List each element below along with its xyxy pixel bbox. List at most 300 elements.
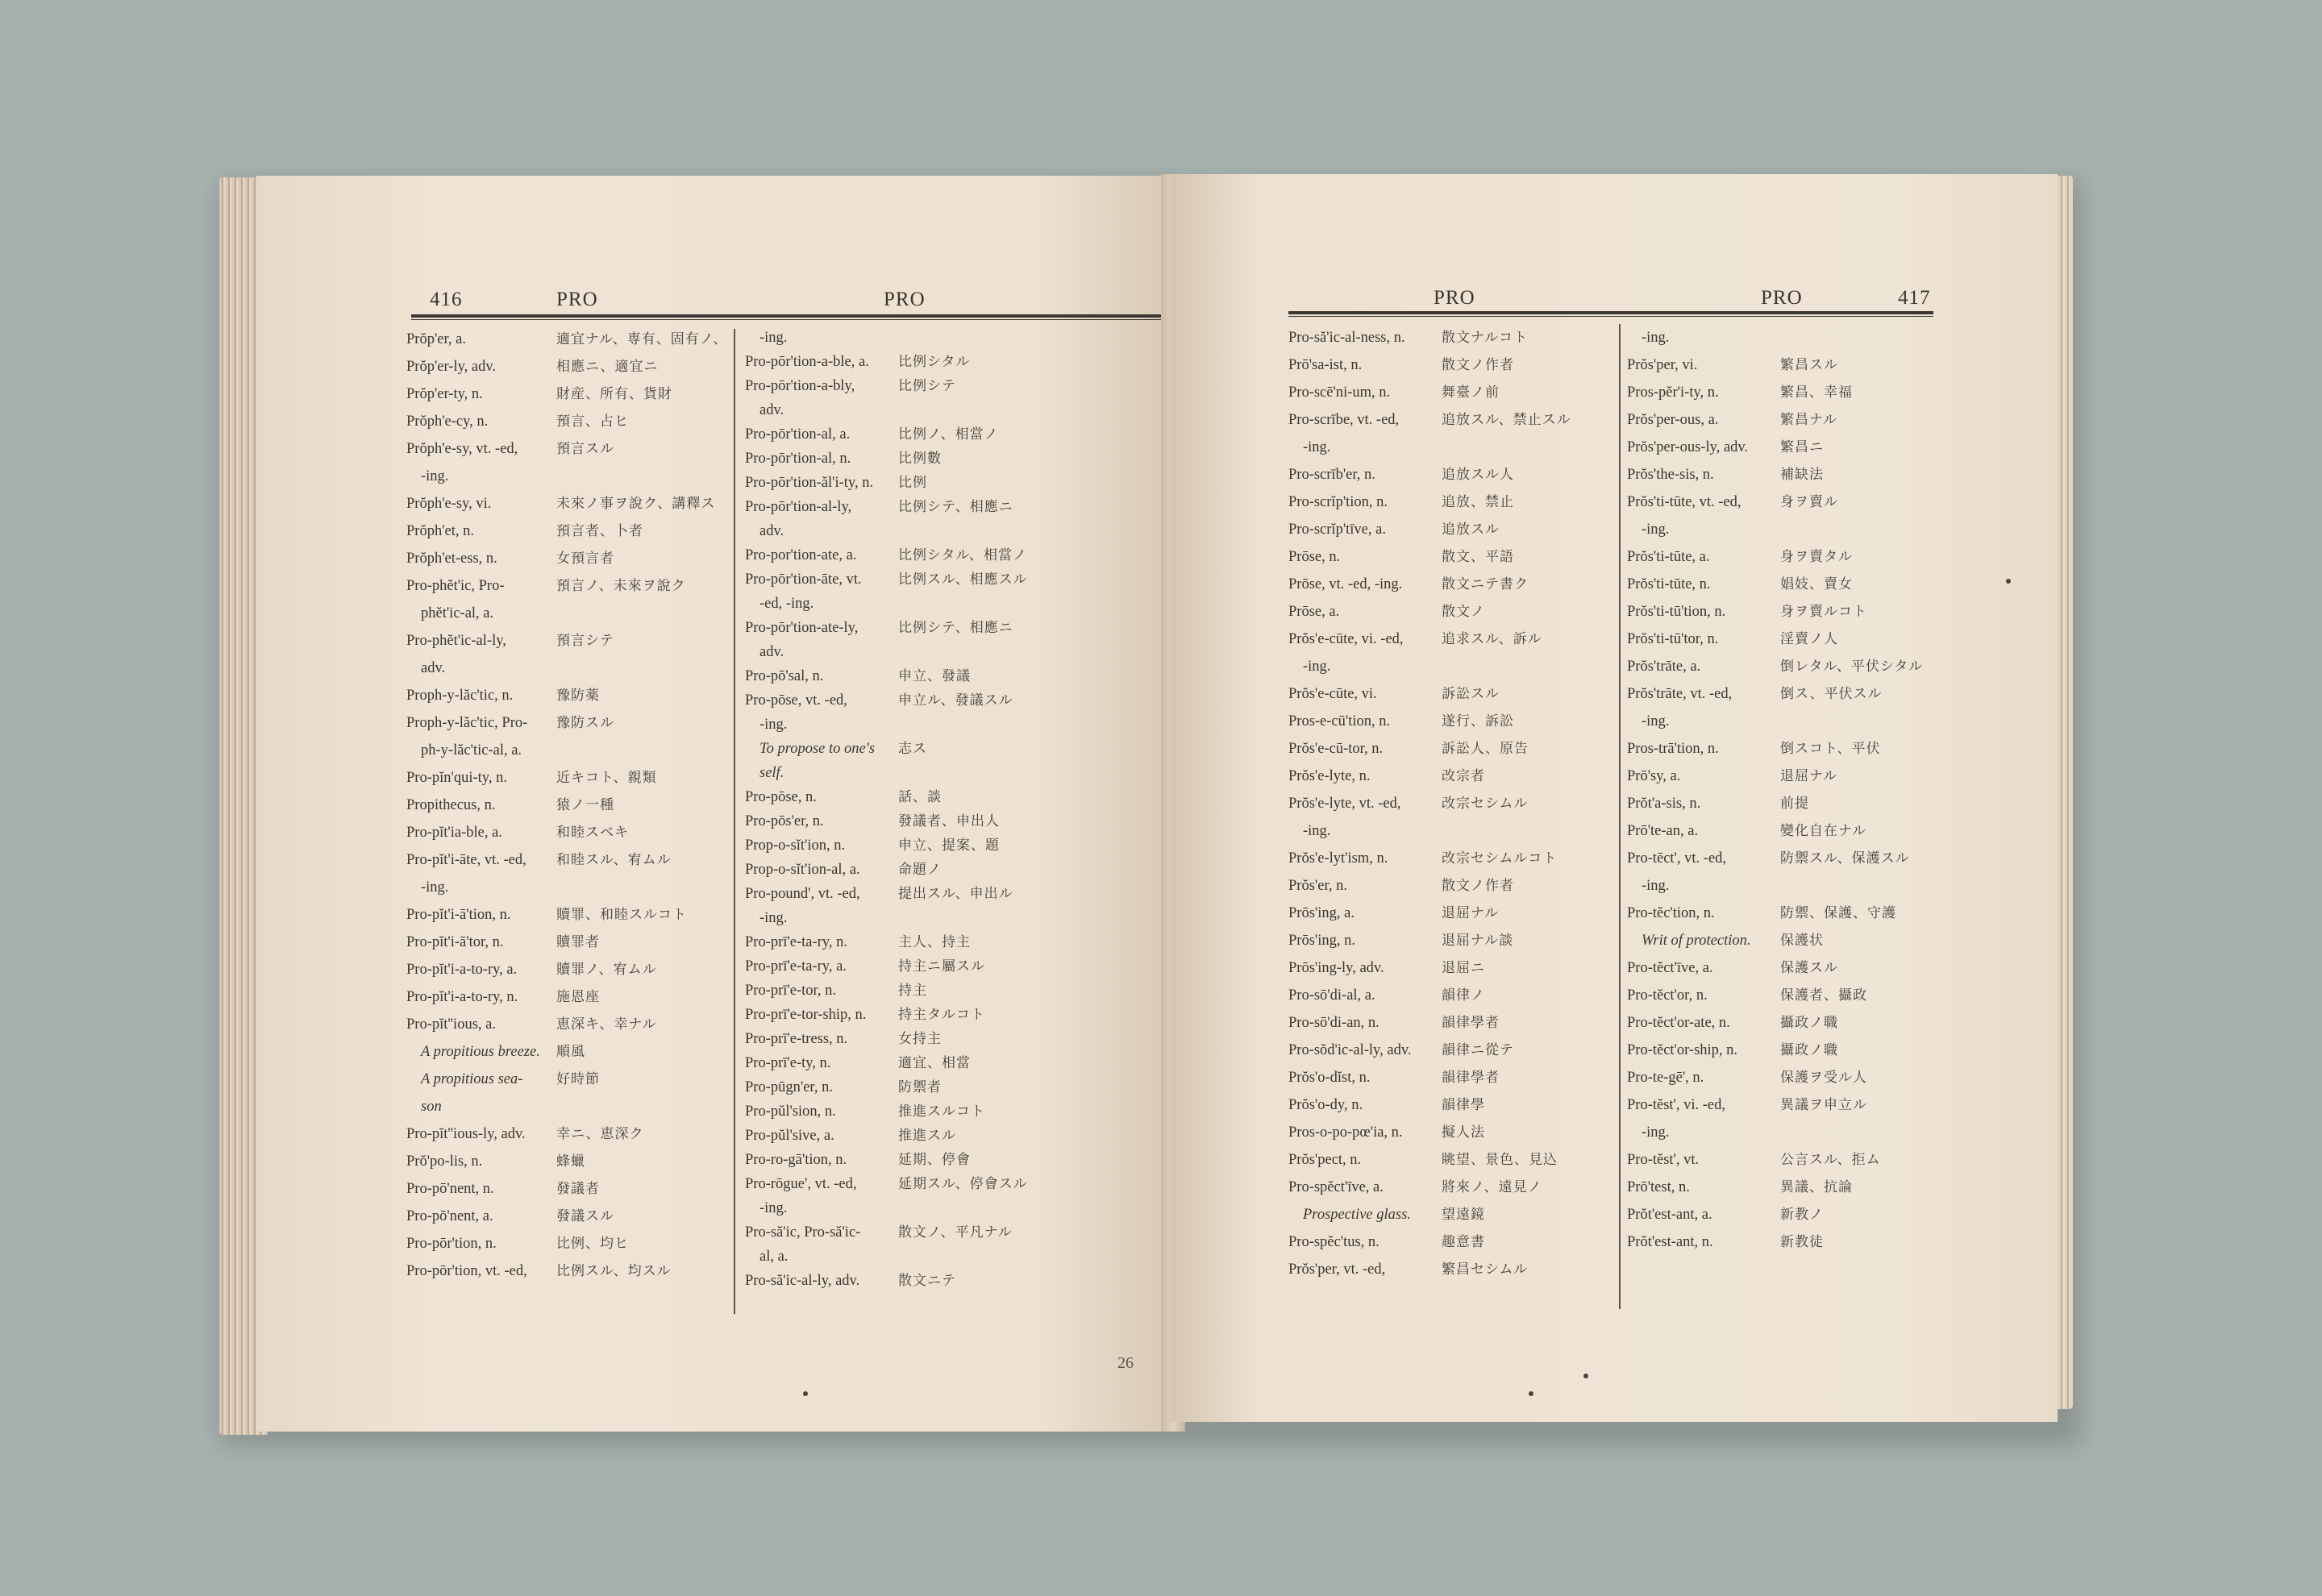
- entry-gloss: 訴訟スル: [1442, 686, 1500, 701]
- entry-gloss: 比例シテ、相應ニ: [898, 620, 1013, 635]
- entry-headword: Pro-pŭl'sive, a.: [745, 1128, 834, 1144]
- entry-gloss: 繁昌ナル: [1780, 412, 1838, 427]
- dictionary-entry: [406, 545, 729, 572]
- dictionary-entry: [1627, 516, 1950, 543]
- entry-headword: Pro-pōr'tion-al, n.: [745, 451, 851, 467]
- dictionary-entry: [1627, 1174, 1950, 1201]
- entry-gloss: 近キコト、親類: [556, 770, 657, 785]
- dictionary-entry: [1288, 324, 1611, 351]
- entry-gloss: 韻律學: [1442, 1097, 1485, 1112]
- entry-headword: Propithecus, n.: [406, 797, 496, 813]
- entry-gloss: 比例: [898, 475, 927, 490]
- entry-headword: Pro-pōr'tion, vt. -ed,: [406, 1263, 527, 1279]
- dictionary-entry: [406, 682, 729, 709]
- entry-gloss: 退屈ナル: [1780, 768, 1838, 783]
- dictionary-entry: [745, 1051, 1148, 1075]
- entry-gloss: 豫防スル: [556, 715, 614, 730]
- dictionary-entry: [1627, 708, 1950, 735]
- dictionary-entry: [745, 1148, 1148, 1172]
- entry-headword: -ing.: [421, 468, 449, 484]
- entry-gloss: 繁昌ニ: [1780, 439, 1824, 455]
- entry-headword: Pro-pōr'tion-āte, vt.: [745, 571, 862, 588]
- dictionary-entry: [1627, 1037, 1950, 1064]
- entry-gloss: 身ヲ賣ル: [1780, 494, 1838, 509]
- right-column-2: [1627, 324, 1950, 1256]
- dictionary-entry: [1288, 571, 1611, 598]
- dictionary-entry: [745, 954, 1148, 979]
- entry-gloss: 延期スル、停會スル: [898, 1176, 1028, 1191]
- dictionary-entry: [1288, 434, 1611, 461]
- entry-gloss: 申立、提案、題: [898, 837, 1000, 853]
- entry-gloss: 順風: [556, 1044, 585, 1059]
- dictionary-entry: [745, 471, 1148, 495]
- entry-gloss: 志ス: [898, 741, 927, 756]
- entry-headword: Pro-prī'e-ty, n.: [745, 1055, 831, 1071]
- entry-headword: phĕt'ic-al, a.: [421, 605, 494, 621]
- dictionary-entry: [1627, 1146, 1950, 1174]
- dictionary-entry: [406, 600, 729, 627]
- entry-headword: -ing.: [1303, 823, 1331, 839]
- entry-headword: Pros-o-po-pœ'ia, n.: [1288, 1124, 1403, 1141]
- running-head-right: PRO: [884, 289, 926, 310]
- dictionary-entry: [745, 1075, 1148, 1099]
- entry-headword: Prŏph'et, n.: [406, 523, 475, 539]
- entry-gloss: 恵深キ、幸ナル: [556, 1016, 657, 1032]
- dictionary-entry: [745, 785, 1148, 809]
- paper-speck: [1529, 1391, 1533, 1396]
- entry-headword: Prŏs'pect, n.: [1288, 1152, 1362, 1168]
- dictionary-entry: [1288, 790, 1611, 817]
- entry-headword: Prŏs'trāte, vt. -ed,: [1627, 686, 1733, 702]
- dictionary-entry: [1627, 872, 1950, 900]
- dictionary-entry: [1627, 571, 1950, 598]
- entry-gloss: 比例、均ヒ: [556, 1236, 629, 1251]
- entry-gloss: 淫賣ノ人: [1780, 631, 1838, 646]
- dictionary-entry: [1288, 516, 1611, 543]
- entry-gloss: 適宜、相當: [898, 1055, 971, 1070]
- entry-gloss: 身ヲ賣タル: [1780, 549, 1853, 564]
- entry-gloss: 主人、持主: [898, 934, 971, 950]
- entry-gloss: 預言者、卜者: [556, 523, 643, 538]
- entry-gloss: 異議ヲ申立ル: [1780, 1097, 1867, 1112]
- entry-gloss: 改宗セシムルコト: [1442, 850, 1558, 866]
- dictionary-entry: [406, 1257, 729, 1285]
- dictionary-entry: [406, 1148, 729, 1175]
- entry-headword: -ing.: [1303, 659, 1331, 675]
- entry-gloss: 女預言者: [556, 551, 614, 566]
- entry-gloss: 韻律ニ從テ: [1442, 1042, 1514, 1058]
- dictionary-entry: [1288, 982, 1611, 1009]
- entry-gloss: 新教徒: [1780, 1234, 1824, 1249]
- entry-gloss: 補缺法: [1780, 467, 1824, 482]
- entry-headword: Prospective glass.: [1303, 1207, 1411, 1223]
- dictionary-entry: [745, 543, 1148, 567]
- entry-headword: Prŏs'e-cūte, vi. -ed,: [1288, 631, 1404, 647]
- dictionary-entry: [1288, 1146, 1611, 1174]
- entry-headword: Pro-tēct', vt. -ed,: [1627, 850, 1727, 867]
- entry-gloss: 散文ニテ: [898, 1273, 956, 1288]
- entry-headword: Prōse, n.: [1288, 549, 1341, 565]
- dictionary-entry: [1627, 324, 1950, 351]
- dictionary-entry: [1627, 406, 1950, 434]
- dictionary-entry: [406, 983, 729, 1011]
- dictionary-entry: [1627, 598, 1950, 626]
- entry-headword: Proph-y-lăc'tic, Pro-: [406, 715, 528, 731]
- entry-gloss: 比例數: [898, 451, 942, 466]
- entry-gloss: 比例シタル: [898, 354, 971, 369]
- entry-headword: Pro-pōr'tion-al-ly,: [745, 499, 852, 515]
- dictionary-entry: [745, 1196, 1148, 1220]
- entry-gloss: 訴訟人、原告: [1442, 741, 1529, 756]
- dictionary-entry: [406, 819, 729, 846]
- entry-headword: adv.: [759, 523, 784, 539]
- entry-headword: Prŏs'per-ous, a.: [1627, 412, 1719, 428]
- dictionary-entry: [1627, 927, 1950, 954]
- entry-gloss: 散文ノ: [1442, 604, 1485, 619]
- dictionary-entry: [1288, 927, 1611, 954]
- entry-headword: Prōse, a.: [1288, 604, 1340, 620]
- entry-gloss: 發議スル: [556, 1208, 614, 1224]
- entry-gloss: 比例シタル、相當ノ: [898, 547, 1027, 563]
- dictionary-entry: [1627, 351, 1950, 379]
- dictionary-entry: [406, 929, 729, 956]
- entry-headword: Prō'te-an, a.: [1627, 823, 1699, 839]
- entry-gloss: 預言スル: [556, 441, 614, 456]
- entry-headword: Pro-por'tion-ate, a.: [745, 547, 857, 563]
- column-divider: [1619, 324, 1621, 1309]
- entry-gloss: 豫防薬: [556, 688, 600, 703]
- entry-gloss: 和睦スベキ: [556, 825, 629, 840]
- running-head-right: PRO: [1761, 287, 1803, 309]
- entry-gloss: 比例スル、均スル: [556, 1263, 672, 1278]
- entry-gloss: 防禦者: [898, 1079, 942, 1095]
- dictionary-entry: [745, 350, 1148, 374]
- entry-gloss: 攝政ノ職: [1780, 1042, 1838, 1058]
- entry-gloss: 防禦スル、保護スル: [1780, 850, 1910, 866]
- dictionary-entry: [1627, 790, 1950, 817]
- entry-gloss: 韻律ノ: [1442, 987, 1485, 1003]
- entry-gloss: 追放スル: [1442, 522, 1500, 537]
- dictionary-entry: [745, 1099, 1148, 1124]
- dictionary-entry: [1288, 653, 1611, 680]
- right-column-1: [1288, 324, 1611, 1283]
- dictionary-entry: [1627, 1064, 1950, 1091]
- entry-headword: Pro-tĕct'or-ate, n.: [1627, 1015, 1730, 1031]
- entry-headword: Prŏp'er-ly, adv.: [406, 359, 497, 375]
- dictionary-entry: [745, 930, 1148, 954]
- dictionary-entry: [1627, 680, 1950, 708]
- entry-gloss: 發議者、申出人: [898, 813, 1000, 829]
- dictionary-entry: [406, 435, 729, 463]
- entry-gloss: 散文ノ作者: [1442, 878, 1514, 893]
- dictionary-entry: [745, 326, 1148, 350]
- entry-headword: -ing.: [1303, 439, 1331, 455]
- dictionary-entry: [1627, 379, 1950, 406]
- dictionary-entry: [1288, 1119, 1611, 1146]
- entry-headword: adv.: [421, 660, 446, 676]
- dictionary-entry: [745, 519, 1148, 543]
- entry-headword: Pro-să'ic-al-ly, adv.: [745, 1273, 860, 1289]
- entry-headword: Prŏph'e-sy, vt. -ed,: [406, 441, 518, 457]
- entry-headword: Pro-tĕc'tion, n.: [1627, 905, 1715, 921]
- dictionary-entry: [406, 874, 729, 901]
- dictionary-entry: [745, 1269, 1148, 1293]
- dictionary-entry: [406, 956, 729, 983]
- paper-speck: [803, 1391, 808, 1396]
- entry-gloss: 異議、抗論: [1780, 1179, 1853, 1195]
- dictionary-entry: [1627, 461, 1950, 488]
- entry-gloss: 保護ヲ受ル人: [1780, 1070, 1867, 1085]
- dictionary-entry: [1288, 817, 1611, 845]
- entry-headword: Pro-pĭt''ious, a.: [406, 1016, 496, 1033]
- entry-headword: A propitious sea-: [421, 1071, 523, 1087]
- entry-headword: Pro-să'ic-al-ness, n.: [1288, 330, 1405, 346]
- dictionary-entry: [1288, 954, 1611, 982]
- dictionary-entry: [745, 1124, 1148, 1148]
- entry-gloss: 預言シテ: [556, 633, 614, 648]
- dictionary-entry: [406, 353, 729, 380]
- dictionary-entry: [1627, 543, 1950, 571]
- entry-headword: Pro-scrĭp'tion, n.: [1288, 494, 1388, 510]
- left-column-1: [406, 326, 729, 1285]
- dictionary-entry: [406, 737, 729, 764]
- entry-gloss: 比例スル、相應スル: [898, 571, 1028, 587]
- entry-gloss: 申立、發議: [898, 668, 971, 684]
- dictionary-entry: [1627, 900, 1950, 927]
- dictionary-entry: [406, 1120, 729, 1148]
- dictionary-entry: [1288, 1201, 1611, 1228]
- dictionary-entry: [406, 1066, 729, 1093]
- entry-gloss: 申立ル、發議スル: [898, 692, 1013, 708]
- entry-gloss: 持主ニ屬スル: [898, 958, 985, 974]
- dictionary-entry: [1627, 1119, 1950, 1146]
- entry-headword: Proph-y-lăc'tic, n.: [406, 688, 514, 704]
- dictionary-entry: [1627, 1091, 1950, 1119]
- entry-gloss: 改宗者: [1442, 768, 1485, 783]
- entry-headword: -ing.: [1642, 878, 1670, 894]
- entry-gloss: 散文ナルコト: [1442, 330, 1529, 345]
- dictionary-entry: [406, 326, 729, 353]
- header-rule-thin: [1288, 316, 1933, 317]
- entry-headword: Pro-tĕct'or, n.: [1627, 987, 1708, 1004]
- entry-gloss: 退屈ナル談: [1442, 933, 1514, 948]
- entry-headword: Pro-prī'e-ta-ry, n.: [745, 934, 847, 950]
- dictionary-entry: [1288, 543, 1611, 571]
- entry-headword: Pro-tĕst', vi. -ed,: [1627, 1097, 1726, 1113]
- dictionary-entry: [1627, 653, 1950, 680]
- entry-headword: Prŏs'ti-tūte, n.: [1627, 576, 1711, 592]
- entry-gloss: 幸ニ、恵深ク: [556, 1126, 644, 1141]
- dictionary-entry: [406, 1093, 729, 1120]
- entry-headword: Pro-prī'e-tor-ship, n.: [745, 1007, 867, 1023]
- entry-gloss: 擬人法: [1442, 1124, 1485, 1140]
- entry-gloss: 變化自在ナル: [1780, 823, 1867, 838]
- dictionary-entry: [1627, 1009, 1950, 1037]
- entry-headword: Pro-pĭt'i-ā'tor, n.: [406, 934, 504, 950]
- dictionary-entry: [1288, 1228, 1611, 1256]
- entry-headword: Pro-pound', vt. -ed,: [745, 886, 860, 902]
- entry-headword: Prŏt'a-sis, n.: [1627, 796, 1701, 812]
- dictionary-entry: [745, 761, 1148, 785]
- entry-headword: Pro-sō'di-an, n.: [1288, 1015, 1379, 1031]
- entry-headword: Pros-trā'tion, n.: [1627, 741, 1719, 757]
- dictionary-entry: [1627, 434, 1950, 461]
- page-number: 416: [430, 289, 463, 310]
- entry-headword: Prŏph'e-cy, n.: [406, 414, 489, 430]
- entry-headword: Prōs'ing, a.: [1288, 905, 1354, 921]
- entry-headword: Writ of protection.: [1642, 933, 1751, 949]
- entry-gloss: 趣意書: [1442, 1234, 1485, 1249]
- dictionary-entry: [406, 846, 729, 874]
- dictionary-entry: [1627, 954, 1950, 982]
- dictionary-entry: [745, 858, 1148, 882]
- entry-gloss: 保護スル: [1780, 960, 1838, 975]
- entry-gloss: 退屈ニ: [1442, 960, 1485, 975]
- dictionary-entry: [745, 447, 1148, 471]
- entry-gloss: 持主タルコト: [898, 1007, 985, 1022]
- entry-headword: Prŏt'est-ant, a.: [1627, 1207, 1712, 1223]
- entry-headword: Pro-scrĭp'tīve, a.: [1288, 522, 1386, 538]
- entry-headword: Pro-spĕc'tus, n.: [1288, 1234, 1379, 1250]
- dictionary-entry: [745, 1172, 1148, 1196]
- dictionary-entry: [745, 495, 1148, 519]
- running-head-left: PRO: [1434, 287, 1475, 309]
- entry-headword: Pro-pĭt''ious-ly, adv.: [406, 1126, 526, 1142]
- dictionary-entry: [406, 1175, 729, 1203]
- entry-headword: al, a.: [759, 1249, 789, 1265]
- entry-headword: Prŏs'ti-tūte, vt. -ed,: [1627, 494, 1742, 510]
- entry-gloss: 倒ス、平伏スル: [1780, 686, 1883, 701]
- paper-speck: [2006, 579, 2011, 584]
- dictionary-entry: [406, 792, 729, 819]
- dictionary-entry: [745, 979, 1148, 1003]
- entry-headword: Prŏs'e-cū-tor, n.: [1288, 741, 1384, 757]
- dictionary-entry: [1627, 982, 1950, 1009]
- dictionary-entry: [1288, 1091, 1611, 1119]
- entry-gloss: 遂行、訴訟: [1442, 713, 1514, 729]
- entry-gloss: 適宜ナル、専有、固有ノ、: [556, 331, 728, 347]
- entry-gloss: 提出スル、申出ル: [898, 886, 1013, 901]
- entry-gloss: 追放、禁止: [1442, 494, 1514, 509]
- entry-headword: Prŏs'e-lyte, n.: [1288, 768, 1371, 784]
- entry-headword: Pro-pōr'tion-a-ble, a.: [745, 354, 869, 370]
- entry-gloss: 持主: [898, 983, 927, 998]
- entry-headword: Pro-pō'nent, a.: [406, 1208, 493, 1224]
- entry-headword: -ing.: [759, 1200, 788, 1216]
- entry-gloss: 未來ノ事ヲ說ク、講釋ス: [556, 496, 716, 511]
- entry-gloss: 保護者、攝政: [1780, 987, 1867, 1003]
- entry-headword: Pro-prī'e-tor, n.: [745, 983, 837, 999]
- entry-headword: Pro-phĕt'ic-al-ly,: [406, 633, 506, 649]
- dictionary-entry: [406, 1230, 729, 1257]
- entry-headword: Prop-o-sĭt'ion-al, a.: [745, 862, 860, 878]
- entry-headword: Prŏs'per, vi.: [1627, 357, 1698, 373]
- entry-gloss: 預言ノ、未來ヲ說ク: [556, 578, 686, 593]
- entry-headword: son: [421, 1099, 442, 1115]
- entry-gloss: 贖罪ノ、宥ムル: [556, 962, 657, 977]
- entry-headword: To propose to one's: [759, 741, 875, 757]
- entry-headword: adv.: [759, 644, 784, 660]
- dictionary-entry: [745, 398, 1148, 422]
- entry-gloss: 散文ノ、平凡ナル: [898, 1224, 1013, 1240]
- entry-headword: Pros-pĕr'i-ty, n.: [1627, 384, 1719, 401]
- entry-headword: ph-y-lăc'tic-al, a.: [421, 742, 522, 759]
- entry-headword: Pro-pōr'tion-al, a.: [745, 426, 851, 443]
- entry-headword: Prŏs'ti-tū'tor, n.: [1627, 631, 1719, 647]
- right-page: [1171, 174, 2058, 1422]
- entry-gloss: 散文ニテ書ク: [1442, 576, 1529, 592]
- dictionary-entry: [1288, 735, 1611, 763]
- dictionary-entry: [745, 374, 1148, 398]
- paper-speck: [1583, 1374, 1588, 1378]
- dictionary-entry: [745, 664, 1148, 688]
- entry-headword: Pro-phĕt'ic, Pro-: [406, 578, 505, 594]
- running-head-left: PRO: [556, 289, 598, 310]
- dictionary-entry: [1627, 1201, 1950, 1228]
- entry-gloss: 推進スル: [898, 1128, 956, 1143]
- entry-gloss: 前提: [1780, 796, 1809, 811]
- entry-headword: Pro-pōse, vt. -ed,: [745, 692, 847, 709]
- dictionary-entry: [1627, 763, 1950, 790]
- entry-gloss: 公言スル、拒ム: [1780, 1152, 1881, 1167]
- entry-headword: Pro-pĭt'i-ā'tion, n.: [406, 907, 511, 923]
- entry-headword: Pro-pĭt'i-āte, vt. -ed,: [406, 852, 526, 868]
- entry-gloss: 將來ノ、遠見ノ: [1442, 1179, 1542, 1195]
- entry-headword: Prōs'ing-ly, adv.: [1288, 960, 1384, 976]
- entry-headword: -ing.: [1642, 330, 1670, 346]
- entry-gloss: 好時節: [556, 1071, 600, 1087]
- entry-headword: Prop-o-sĭt'ion, n.: [745, 837, 846, 854]
- dictionary-entry: [1288, 1256, 1611, 1283]
- entry-gloss: 退屈ナル: [1442, 905, 1500, 921]
- dictionary-entry: [1288, 406, 1611, 434]
- dictionary-entry: [745, 1003, 1148, 1027]
- entry-gloss: 比例ノ、相當ノ: [898, 426, 999, 442]
- entry-gloss: 話、談: [898, 789, 942, 804]
- entry-headword: Prōs'ing, n.: [1288, 933, 1355, 949]
- entry-gloss: 望遠鏡: [1442, 1207, 1485, 1222]
- entry-headword: Pro-te-gē', n.: [1627, 1070, 1704, 1086]
- entry-gloss: 比例シテ、相應ニ: [898, 499, 1013, 514]
- entry-gloss: 猿ノ一種: [556, 797, 614, 813]
- dictionary-entry: [745, 422, 1148, 447]
- entry-gloss: 繁昌スル: [1780, 357, 1838, 372]
- entry-headword: -ing.: [759, 910, 788, 926]
- entry-headword: Prŏph'e-sy, vi.: [406, 496, 492, 512]
- entry-gloss: 韻律學者: [1442, 1070, 1500, 1085]
- dictionary-entry: [745, 882, 1148, 906]
- left-page: [256, 176, 1176, 1432]
- dictionary-entry: [1288, 351, 1611, 379]
- entry-headword: Pros-e-cū'tion, n.: [1288, 713, 1391, 729]
- dictionary-entry: [745, 640, 1148, 664]
- entry-gloss: 眺望、景色、見込: [1442, 1152, 1558, 1167]
- header-rule-thin: [411, 319, 1161, 320]
- entry-headword: Pro-sŏd'ic-al-ly, adv.: [1288, 1042, 1412, 1058]
- dictionary-entry: [1288, 598, 1611, 626]
- dictionary-entry: [745, 567, 1148, 592]
- dictionary-entry: [406, 490, 729, 517]
- dictionary-entry: [1288, 680, 1611, 708]
- entry-headword: Prŏs'per, vt. -ed,: [1288, 1261, 1386, 1278]
- entry-headword: Pro-pĭt'i-a-to-ry, a.: [406, 962, 518, 978]
- entry-headword: Pro-scrīb'er, n.: [1288, 467, 1375, 483]
- dictionary-entry: [745, 1027, 1148, 1051]
- entry-headword: Pro-pĭn'qui-ty, n.: [406, 770, 507, 786]
- entry-headword: Prō'test, n.: [1627, 1179, 1690, 1195]
- dictionary-entry: [406, 764, 729, 792]
- entry-headword: Pro-tĕct'or-ship, n.: [1627, 1042, 1738, 1058]
